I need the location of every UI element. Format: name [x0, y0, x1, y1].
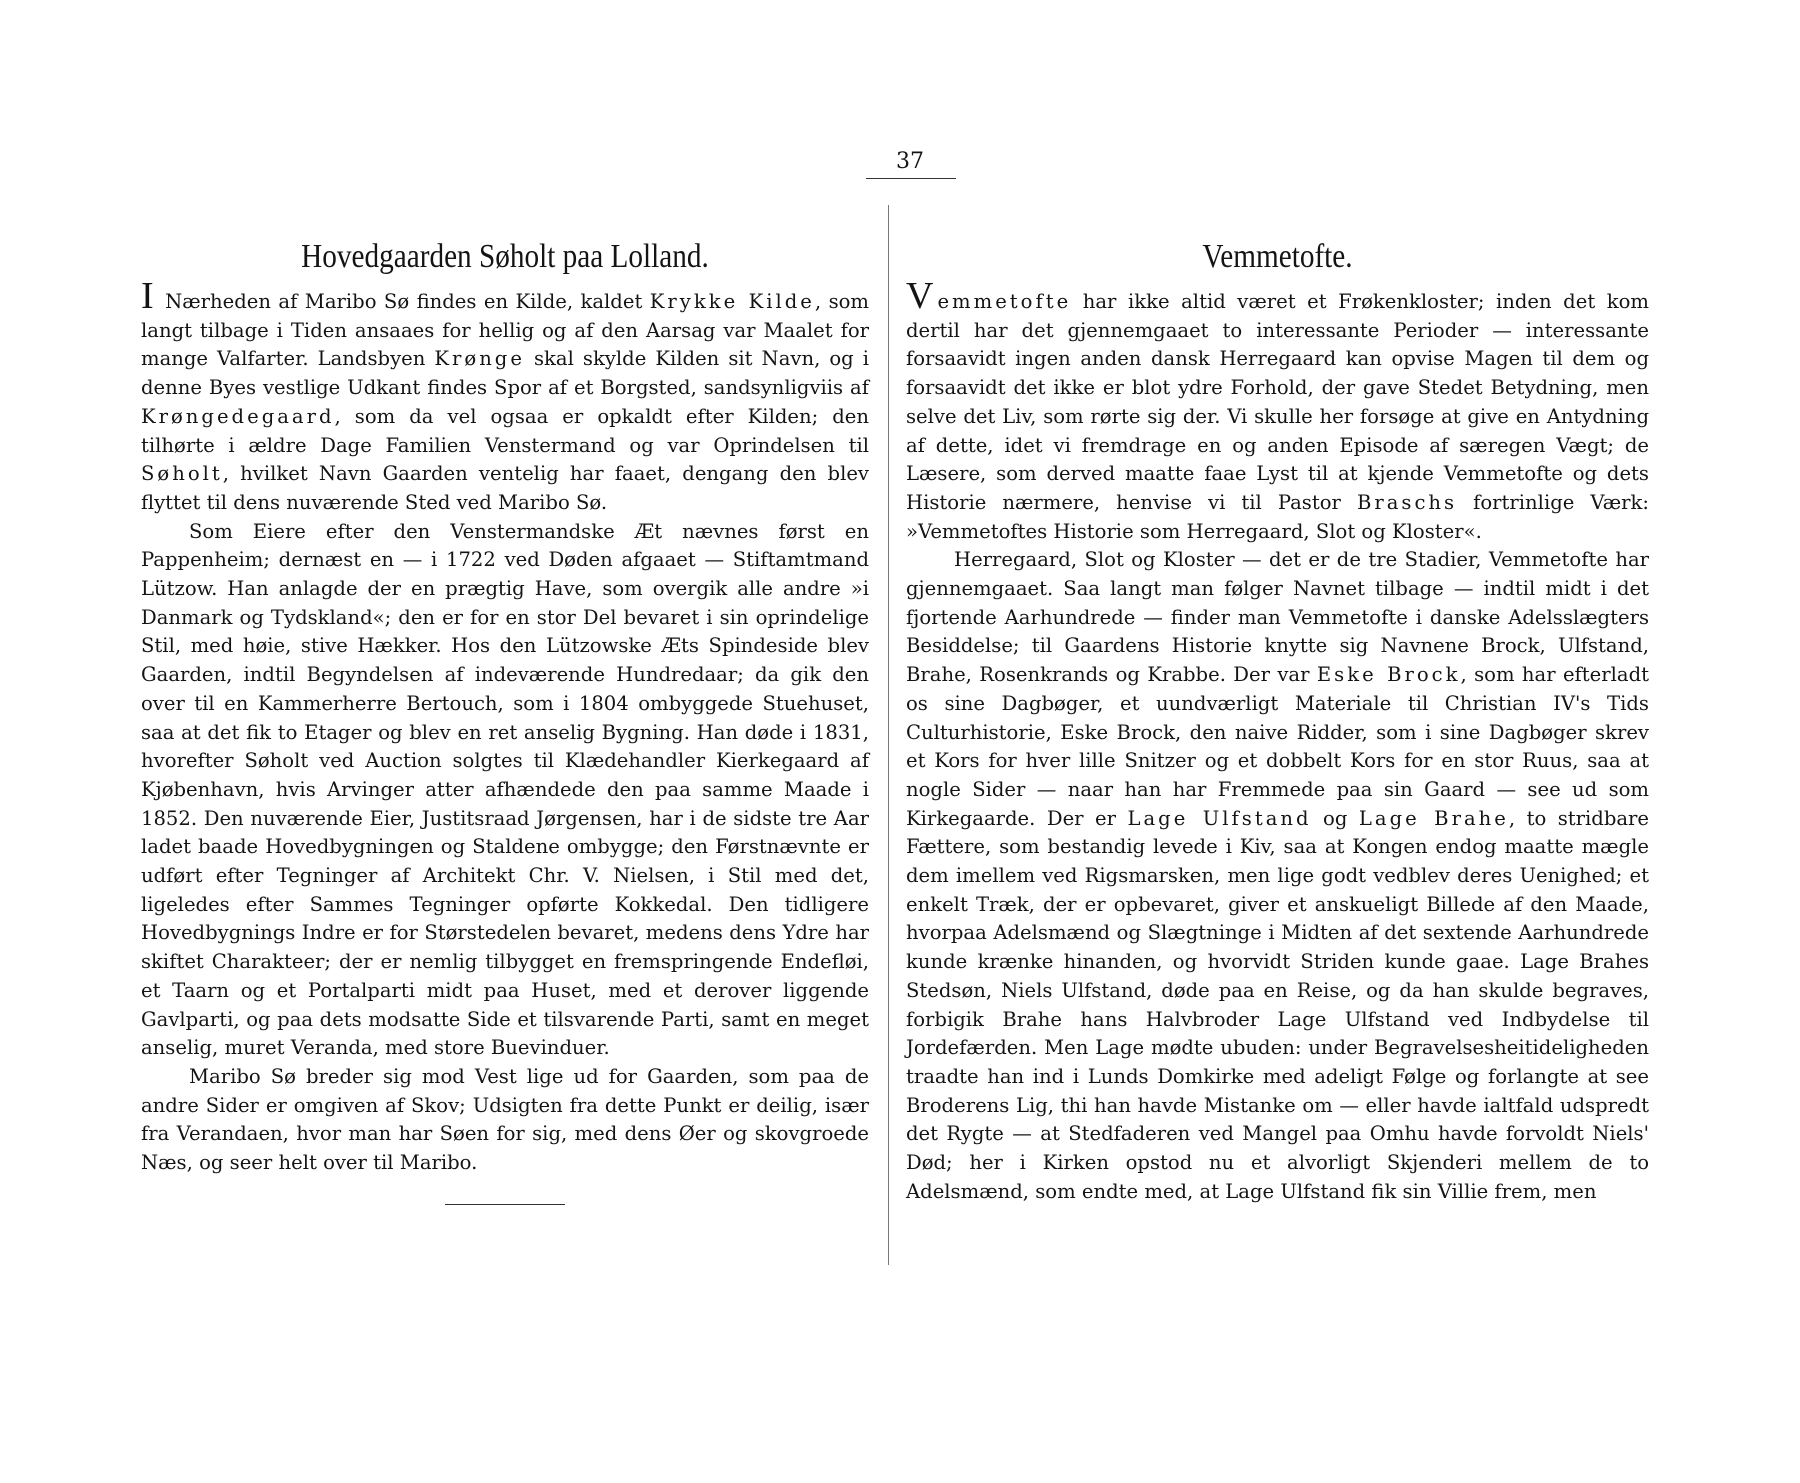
left-article-title: Hovedgaarden Søholt paa Lolland. — [301, 238, 709, 275]
right-p2-text-g: , to stridbare Fættere, som bestandig levede i Kiv, saa at Kongen endog maatte mægle dem imellem ved Rigsmarsken, men lige godt vedblev deres Uenighed; et enkelt Træk, der er opbevaret, giver et anskueligt Billede af den Maade, hvorpaa Adelsmænd og Slægtninge i Midten af det sextende Aarhundrede kunde krænke hinanden, og hvorvidt Striden kunde gaae. Lage Brahes Stedsøn, Niels Ulfstand, døde paa en Reise, og da han skulde begraves, forbigik Brahe hans Halvbroder Lage Ulfstand ved Indbydelse til Jordefærden. Men Lage mødte ubuden: under Begravelsesheitideligheden traadte han ind i Lunds Domkirke med adeligt Følge og forlangte at see Broderens Lig, thi han havde Mistanke om — eller havde ialtfald udspredt det Rygte — at Stedfaderen ved Mangel paa Omhu havde forvoldt Niels' Død; her i Kirken opstod nu et alvorligt Skjenderi mellem de to Adelsmænd, som endte med, at Lage Ulfstand fik sin Villie frem, men — [906, 806, 1650, 1203]
right-column — [906, 236, 1649, 1207]
right-p1-text-b: har ikke altid været et Frøkenkloster; inden det kom dertil har det gjennemgaaet to interessante Perioder — interessante forsaavidt ingen anden dansk Herregaard kan opvise Magen til dem og forsaavidt det ikke er blot ydre Forhold, der gave Stedet Betydning, men selve det Liv, som rørte sig der. Vi skulle her forsøge at give en Antydning af dette, idet vi fremdrage en og anden Episode af særegen Vægt; de Læsere, som derved maatte faae Lyst til at kjende Vemmetofte og dets Historie nærmere, henvise vi til Pastor — [906, 290, 1649, 514]
left-paragraph-2: Som Eiere efter den Venstermandske Æt nævnes først en Pappenheim; dernæst en — i 1722 ved Døden afgaaet — Stiftamtmand Lützow. Han anlagde der en prægtig Have, som overgik alle andre »i Danmark og Tydskland«; den er for en stor Del bevaret i sin oprindelige Stil, med høie, stive Hækker. Hos den Lützowske Æts Spindeside blev Gaarden, indtil Begyndelsen af indeværende Hundredaar; da gik den over til en Kammerherre Bertouch, som i 1804 ombyggede Stuehuset, saa at det fik to Etager og blev en ret anselig Bygning. Han døde i 1831, hvorefter Søholt ved Auction solgtes til Klædehandler Kierkegaard af Kjøbenhavn, hvis Arvinger atter afhændede den paa samme Maade i 1852. Den nuværende Eier, Justitsraad Jørgensen, har i de sidste tre Aar ladet baade Hovedbygningen og Staldene ombygge; den Førstnævnte er udført efter Tegninger af Architekt Chr. V. Nielsen, i Stil med det, ligeledes efter Sammes Tegninger opførte Kokkedal. Den tidligere Hovedbygnings Indre er for Størstedelen bevaret, medens dens Ydre har skiftet Charakteer; der er nemlig tilbygget en fremspringende Endefløi, et Taarn og et Portalparti midt paa Huset, med et derover liggende Gavlparti, og paa dets modsatte Side et tilsvarende Parti, samt en meget anselig, muret Veranda, med store Buevinduer. — [141, 519, 869, 1060]
right-dropcap: V — [906, 275, 934, 317]
left-p1-spaced-kronge: Krønge — [434, 347, 525, 371]
left-p1-text-g: , som da vel ogsaa er opkaldt efter Kilden; den tilhørte i ældre Dage Familien Venstermand og var Oprindelsen til — [141, 404, 869, 457]
left-p1-text-e: skal skylde Kilden sit Navn, og i denne Byes vestlige Udkant findes Spor af et Borgsted, sandsynligviis af — [141, 347, 869, 400]
page-number-rule — [866, 178, 956, 179]
left-p1-text-c: , som langt tilbage i Tiden ansaaes for hellig og af den Aarsag var Maalet for mange Valfarter. Landsbyen — [141, 290, 869, 371]
left-p1-text-i: , hvilket Navn Gaarden ventelig har faaet, dengang den blev flyttet til dens nuværende Sted ved Maribo Sø. — [141, 462, 869, 514]
article-end-rule — [445, 1204, 565, 1205]
left-p1-text-a: Nærheden af Maribo Sø findes en Kilde, kaldet — [157, 290, 650, 313]
left-dropcap: I — [141, 275, 154, 317]
right-p2-text-a: Herregaard, Slot og Kloster — det er de tre Stadier, Vemmetofte har gjennemgaaet. Saa langt man følger Navnet tilbage — indtil midt i det fjortende Aarhundrede — finder man Vemmetofte i danske Adelsslægters Besiddelse; til Gaardens Historie knytte sig Navnene Brock, Ulfstand, Brahe, Rosenkrands og Krabbe. Der var — [906, 548, 1649, 687]
left-paragraph-1 — [141, 275, 869, 518]
right-p1-spaced-emmetofte: emmetofte — [937, 290, 1072, 313]
right-p2-text-e: og — [1311, 806, 1359, 830]
right-p1-spaced-braschs: Braschs — [1356, 490, 1458, 514]
right-p1-text-d: fortrinlige Værk: »Vemmetoftes Historie som Herregaard, Slot og Kloster«. — [906, 490, 1649, 543]
left-paragraph-3: Maribo Sø breder sig mod Vest lige ud for Gaarden, som paa de andre Sider er omgiven af Skov; Udsigten fra dette Punkt er deilig, især fra Verandaen, hvor man har Søen for sig, med dens Øer og skovgroede Næs, og seer helt over til Maribo. — [141, 1064, 869, 1175]
right-article-title: Vemmetofte. — [1202, 238, 1353, 275]
left-p1-spaced-krykke-kilde: Krykke Kilde — [649, 290, 815, 313]
column-divider — [888, 205, 889, 1265]
right-p2-spaced-eske-brock: Eske Brock — [1316, 663, 1461, 687]
left-column — [141, 236, 869, 1205]
page-number: 37 — [896, 149, 924, 174]
right-p2-text-c: , som har efterladt os sine Dagbøger, et uundværligt Materiale til Christian IV's Tids Culturhistorie, Eske Brock, den naive Ridder, som i sine Dagbøger skrev et Kors for hver lille Snitzer og et dobbelt Kors for en stor Ruus, saa at nogle Sider — naar han har Fremmede paa sin Gaard — see ud som Kirkegaarde. Der er — [906, 663, 1649, 830]
right-p2-spaced-lage-ulfstand: Lage Ulfstand — [1127, 806, 1312, 830]
left-p1-spaced-krongedegaard: Krøngedegaard — [141, 404, 335, 428]
right-p2-spaced-lage-brahe: Lage Brahe — [1358, 806, 1509, 830]
right-paragraph-1 — [906, 275, 1649, 546]
left-p1-spaced-soholt: Søholt — [141, 462, 223, 486]
right-paragraph-2 — [906, 546, 1649, 1206]
